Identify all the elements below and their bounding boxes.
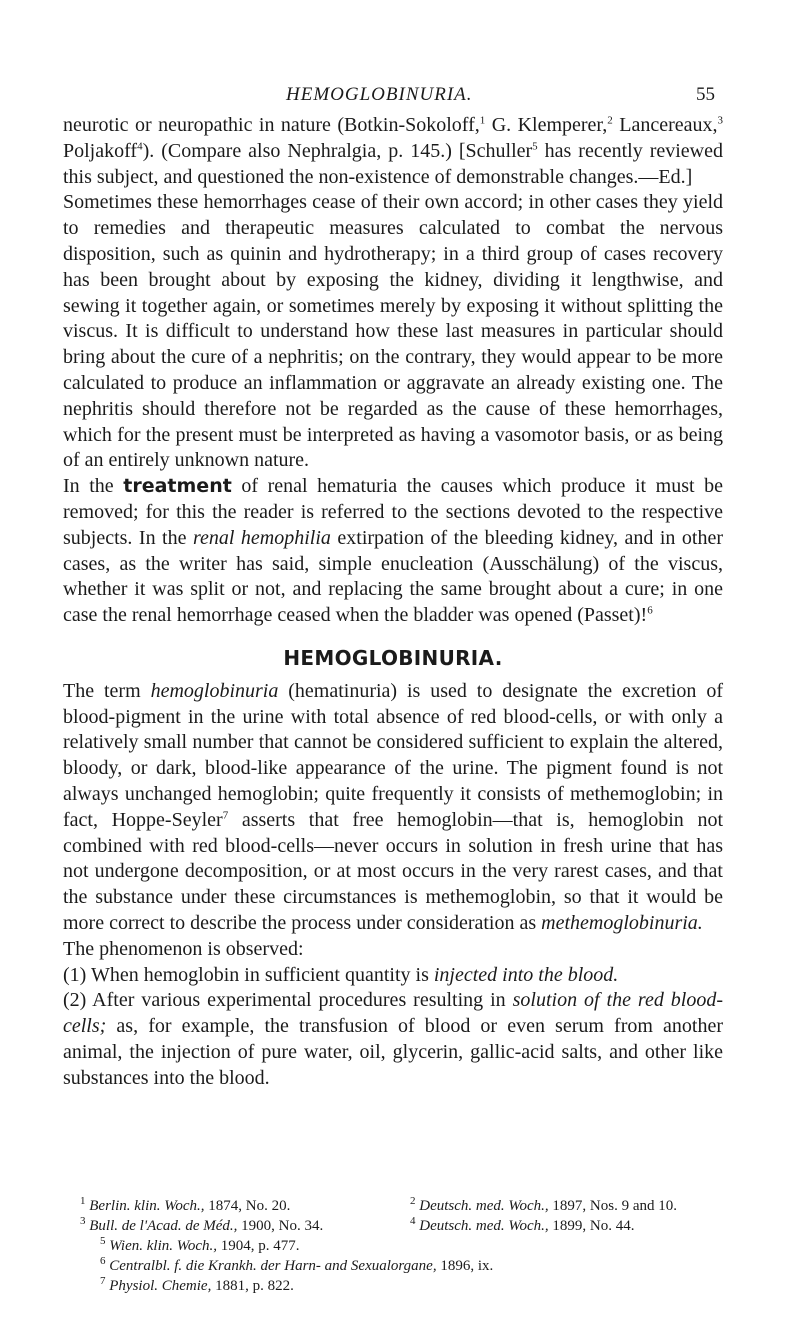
- footnote-3: $^3$ Bull. de l'Acad. de Méd., 1900, No. 34.: [80, 1215, 324, 1234]
- paragraph-3: [63, 474, 723, 629]
- body-text: [63, 113, 723, 1091]
- paragraph-7: [63, 988, 723, 1091]
- text-run: In the: [63, 475, 124, 498]
- footnote-ref: 3: [717, 114, 724, 127]
- paragraph-2: Sometimes these hemorrhages cease of their own accord; in other cases they yield to remedies and therapeutic measures calculated to combat the nervous disposition, such as quinin and hydrotherapy; in a third group of cases recovery has been brought about by exposing the kidney, dividing it lengthwise, and sewing it together again, or sometimes merely by exposing it without splitting the viscus. It is difficult to understand how these last measures in particular should bring about the cure of a nephritis; on the contrary, they would appear to be more calculated to produce an inflammation or aggravate an already existing one. The nephritis should therefore not be regarded as the cause of these hemorrhages, which for the present must be interpreted as having a vasomotor basis, or as being of an entirely unknown nature.: [63, 191, 723, 472]
- footnote-6: $^6$ Centralbl. f. die Krankh. der Harn- and Sexualorgane, 1896, ix.: [100, 1255, 494, 1274]
- italic-term: injected into the blood.: [433, 963, 619, 986]
- footnote-ref: 5: [532, 140, 538, 153]
- footnote-ref: 1: [479, 114, 486, 127]
- italic-term: renal hemophilia: [192, 526, 331, 549]
- paragraph-6: [63, 963, 723, 989]
- footnote-5: $^5$ Wien. klin. Woch., 1904, p. 477.: [100, 1235, 300, 1254]
- footnotes: [80, 1196, 740, 1296]
- text-run: The term: [63, 679, 151, 702]
- text-run: (2) After various experimental procedures resulting in: [63, 989, 513, 1012]
- footnote-7: $^7$ Physiol. Chemie, 1881, p. 822.: [100, 1275, 294, 1294]
- text-run: neurotic or neuropathic in nature (Botkin-Sokoloff,: [63, 114, 480, 136]
- text-run: (1) When hemoglobin in sufficient quantity is: [63, 963, 434, 986]
- italic-term: methemoglobinuria.: [541, 911, 703, 934]
- running-title: HEMOGLOBINURIA.: [286, 84, 473, 105]
- page-number: 55: [696, 84, 715, 105]
- footnote-ref: 2: [607, 114, 613, 127]
- paragraph-1: [63, 113, 723, 190]
- footnote-ref: 6: [647, 604, 653, 617]
- running-header: [0, 84, 801, 108]
- section-heading: HEMOGLOBINURIA.: [283, 645, 503, 670]
- italic-term: hemoglobinuria: [150, 679, 279, 702]
- text-run: Lancereaux,: [612, 114, 718, 136]
- footnote-row: [80, 1216, 740, 1236]
- text-run: asserts that free hemoglobin—that is, hemoglobin not combined with red blood-cells—never occurs in solution in fresh urine that has not undergone decomposition, or at most occurs in the very rarest cases, and that the substance under these circumstances is methemoglobin, so that it would be more correct to describe the process under consideration as: [63, 808, 723, 934]
- footnote-2: $^2$ Deutsch. med. Woch., 1897, Nos. 9 and 10.: [410, 1195, 677, 1214]
- footnote-1: $^1$ Berlin. klin. Woch., 1874, No. 20.: [80, 1195, 291, 1214]
- italic-term: solution of the red blood-cells;: [63, 989, 724, 1038]
- text-run: of renal hematuria the causes which produce it must be removed; for this the reader is referred to the sections devoted to the respective subjects. In the: [63, 475, 724, 549]
- paragraph-5: The phenomenon is observed:: [63, 937, 304, 960]
- footnote-ref: 4: [137, 140, 143, 153]
- text-run: as, for example, the transfusion of blood or even serum from another animal, the injection of pure water, oil, glycerin, gallic-acid salts, and other like substances into the blood.: [63, 1015, 723, 1089]
- text-run: has recently reviewed this subject, and questioned the non-existence of demonstrable changes.—Ed.]: [63, 139, 723, 188]
- text-run: extirpation of the bleeding kidney, and in other cases, as the writer has said, simple enucleation (Ausschälung) of the viscus, whether it was split or not, and replacing the same brought about a cure; in one case the renal hemorrhage ceased when the bladder was opened (Passet)!: [63, 526, 724, 627]
- text-run: G. Klemperer,: [485, 114, 608, 136]
- text-run: (hematinuria) is used to designate the excretion of blood-pigment in the urine with total absence of red blood-cells, or with only a relatively small number that cannot be considered sufficient to explain the altered, bloody, or dark, blood-like appearance of the urine. The pigment found is not always unchanged hemoglobin; quite frequently it consists of methemoglobin; in fact, Hoppe-Seyler: [63, 679, 724, 831]
- footnote-row: [80, 1196, 740, 1216]
- paragraph-4: [63, 679, 723, 937]
- footnote-ref: 7: [222, 809, 229, 822]
- footnote-4: $^4$ Deutsch. med. Woch., 1899, No. 44.: [410, 1215, 635, 1234]
- bold-term: treatment: [123, 475, 232, 498]
- text-run: Poljakoff: [63, 139, 138, 162]
- text-run: ). (Compare also Nephralgia, p. 145.) [Schuller: [142, 139, 533, 162]
